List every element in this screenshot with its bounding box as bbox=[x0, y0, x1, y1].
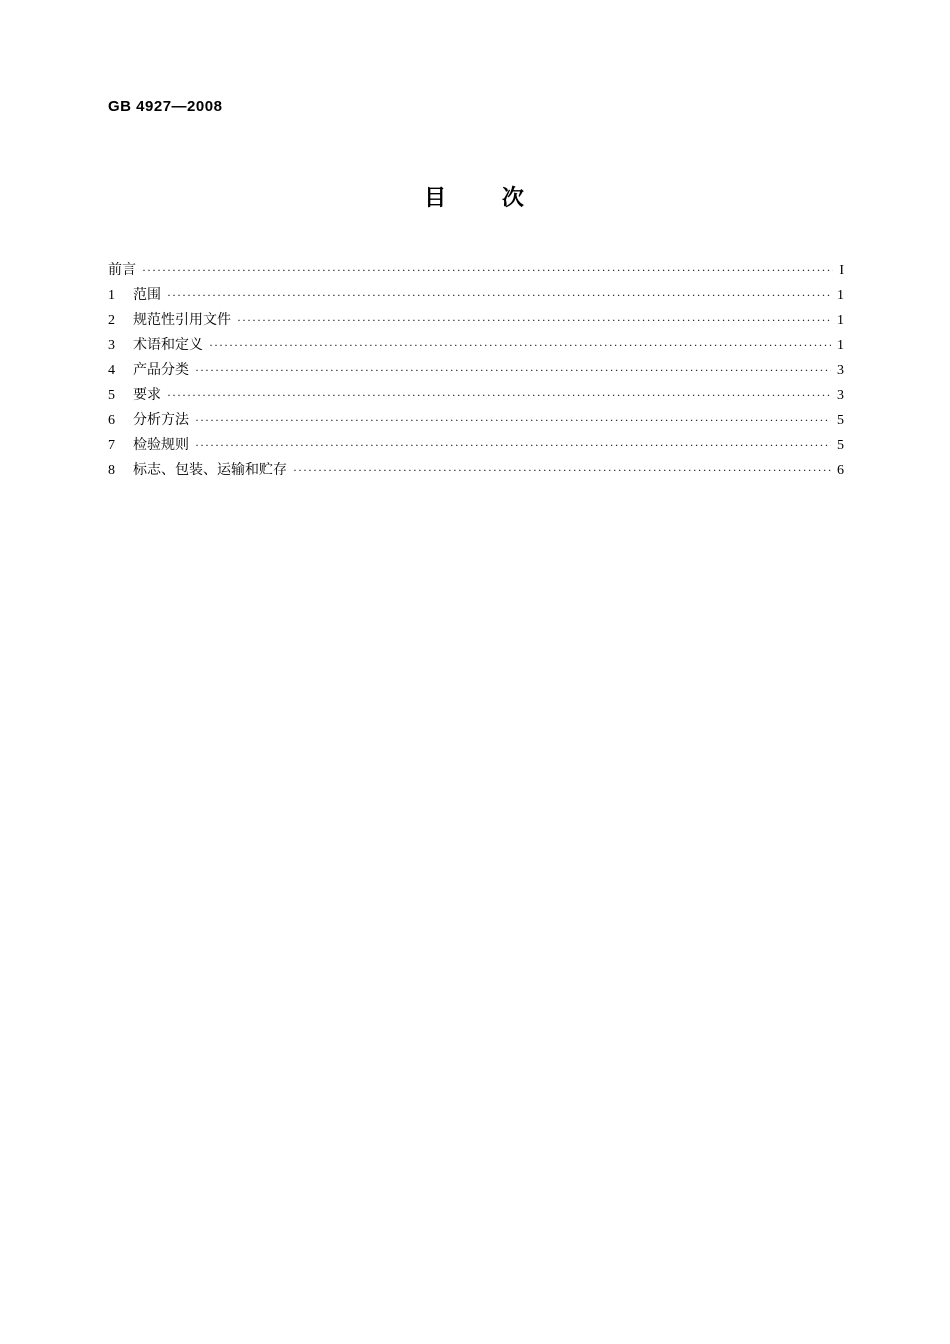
toc-entry-normative-references[interactable] bbox=[108, 308, 844, 333]
toc-entry-label: 检验规则 bbox=[133, 437, 189, 453]
toc-entry-number: 7 bbox=[108, 438, 115, 453]
toc-entry-number: 6 bbox=[108, 413, 115, 428]
toc-entry-number: 1 bbox=[108, 288, 115, 303]
toc-entry-foreword[interactable] bbox=[108, 258, 844, 283]
toc-entry-product-classification[interactable] bbox=[108, 358, 844, 383]
toc-entry-terms-definitions[interactable] bbox=[108, 333, 844, 358]
toc-leader-dots bbox=[142, 258, 833, 283]
toc-entry-label: 产品分类 bbox=[133, 362, 189, 378]
toc-entry-page: 5 bbox=[837, 438, 844, 453]
toc-leader-dots bbox=[209, 333, 831, 358]
toc-entry-requirements[interactable] bbox=[108, 383, 844, 408]
toc-entry-marking-packaging[interactable] bbox=[108, 458, 844, 483]
toc-leader-dots bbox=[195, 408, 831, 433]
toc-entry-label: 分析方法 bbox=[133, 412, 189, 428]
toc-entry-label: 前言 bbox=[108, 262, 136, 278]
toc-leader-dots bbox=[195, 433, 831, 458]
toc-entry-number: 8 bbox=[108, 463, 115, 478]
toc-entry-page: 1 bbox=[837, 338, 844, 353]
toc-entry-label: 规范性引用文件 bbox=[133, 312, 231, 328]
toc-leader-dots bbox=[237, 308, 831, 333]
toc-entry-inspection-rules[interactable] bbox=[108, 433, 844, 458]
toc-entry-label: 范围 bbox=[133, 287, 161, 303]
toc-entry-label: 标志、包装、运输和贮存 bbox=[133, 462, 287, 478]
toc-entry-analysis-methods[interactable] bbox=[108, 408, 844, 433]
toc-entry-page: I bbox=[839, 263, 844, 278]
toc-entry-label: 术语和定义 bbox=[133, 337, 203, 353]
standard-code: GB 4927—2008 bbox=[108, 98, 223, 115]
toc-leader-dots bbox=[195, 358, 831, 383]
toc-leader-dots bbox=[167, 383, 831, 408]
table-of-contents bbox=[108, 258, 844, 483]
page-title: 目 次 bbox=[424, 186, 526, 211]
toc-entry-page: 6 bbox=[837, 463, 844, 478]
toc-entry-scope[interactable] bbox=[108, 283, 844, 308]
toc-leader-dots bbox=[167, 283, 831, 308]
toc-leader-dots bbox=[293, 458, 831, 483]
toc-entry-number: 5 bbox=[108, 388, 115, 403]
toc-entry-number: 2 bbox=[108, 313, 115, 328]
toc-entry-label: 要求 bbox=[133, 387, 161, 403]
toc-entry-page: 3 bbox=[837, 388, 844, 403]
toc-entry-number: 4 bbox=[108, 363, 115, 378]
toc-entry-number: 3 bbox=[108, 338, 115, 353]
toc-entry-page: 3 bbox=[837, 363, 844, 378]
toc-entry-page: 1 bbox=[837, 313, 844, 328]
toc-entry-page: 5 bbox=[837, 413, 844, 428]
toc-entry-page: 1 bbox=[837, 288, 844, 303]
